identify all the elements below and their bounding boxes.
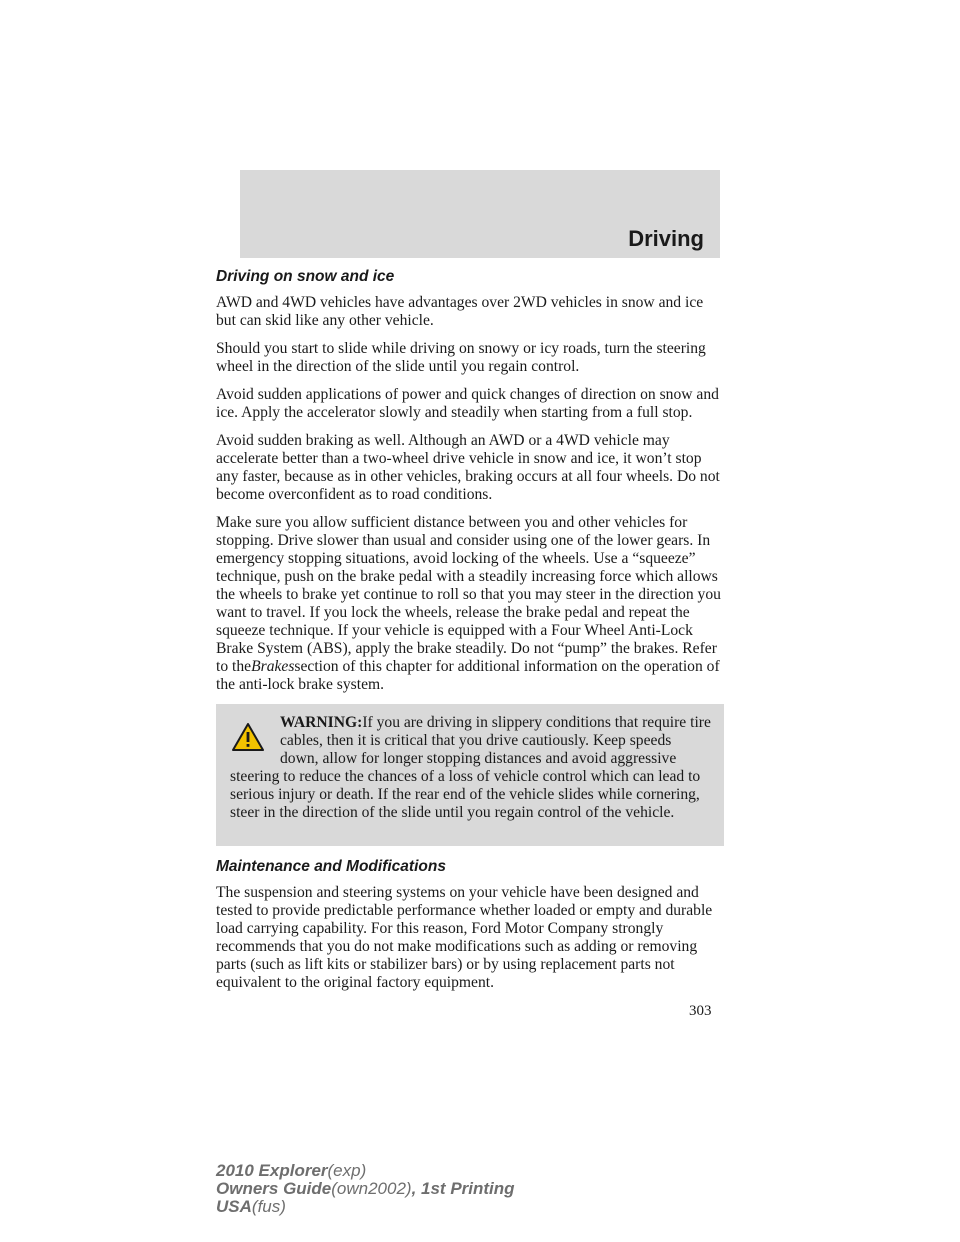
footer-line-1 — [216, 1162, 515, 1180]
footer-model: 2010 Explorer — [216, 1161, 328, 1180]
paragraph: Avoid sudden braking as well. Although an AWD or a 4WD vehicle may accelerate better than a two-wheel drive vehicle in snow and ice, it won’t stop any faster, because as in other vehicles, braking occurs at all four wheels. Do not become overconfident as to road conditions. — [216, 432, 720, 503]
footer-printing: , 1st Printing — [411, 1179, 515, 1198]
heading-maintenance: Maintenance and Modifications — [216, 858, 446, 875]
paragraph: Avoid sudden applications of power and quick changes of direction on snow and ice. Apply the accelerator slowly and steadily when starting from a full stop. — [216, 386, 719, 421]
footer-line-3 — [216, 1198, 515, 1216]
warning-box — [216, 704, 724, 846]
page-number: 303 — [689, 1003, 712, 1019]
paragraph-stopping — [216, 514, 724, 694]
footer-guide-code: (own2002) — [331, 1179, 412, 1198]
warning-text — [230, 714, 712, 822]
section-title: Driving — [628, 226, 704, 251]
print-footer — [216, 1162, 515, 1216]
page-content — [216, 268, 724, 1002]
footer-market: USA — [216, 1197, 252, 1216]
footer-guide: Owners Guide — [216, 1179, 332, 1198]
paragraph: Should you start to slide while driving on snowy or icy roads, turn the steering wheel in the direction of the slide until you regain control. — [216, 340, 706, 375]
paragraph: AWD and 4WD vehicles have advantages over 2WD vehicles in snow and ice but can skid like any other vehicle. — [216, 294, 704, 329]
heading-snow-ice: Driving on snow and ice — [216, 268, 395, 285]
paragraph-text: Make sure you allow sufficient distance between you and other vehicles for stopping. Drive slower than usual and consider using one of the lower gears. In emergency stopping situations, avoid locking of the wheels. Use a “squeeze” technique, push on the brake pedal with a steadily increasing force which allows the wheels to brake yet continue to roll so that you may steer in the direction you want to travel. If you lock the wheels, release the brake pedal and repeat the squeeze technique. If your vehicle is equipped with a Four Wheel Anti-Lock Brake System (ABS), apply the brake steadily. Do not “pump” the brakes. Refer to the — [216, 514, 721, 675]
brakes-reference: Brakes — [251, 658, 295, 675]
paragraph-text: section of this chapter for additional information on the operation of the anti-lock brake system. — [216, 658, 720, 693]
paragraph: The suspension and steering systems on your vehicle have been designed and tested to provide predictable performance whether loaded or empty and durable load carrying capability. For this reason, Ford Motor Company strongly recommends that you do not make modifications such as adding or removing parts (such as lift kits or stabilizer bars) or by using replacement parts not equivalent to the original factory equipment. — [216, 884, 713, 991]
footer-market-code: (fus) — [251, 1197, 286, 1216]
warning-triangle-icon — [232, 722, 264, 752]
warning-label: WARNING: — [280, 714, 363, 731]
footer-model-code: (exp) — [327, 1161, 367, 1180]
footer-line-2 — [216, 1180, 515, 1198]
warning-body: If you are driving in slippery conditions that require tire cables, then it is critical that you drive cautiously. Keep speeds down, allow for longer stopping distances and avoid aggressive steering to reduce the chances of a loss of vehicle control which can lead to serious injury or death. If the rear end of the vehicle slides while cornering, steer in the direction of the slide until you regain control of the vehicle. — [230, 714, 711, 821]
section-header-band — [240, 170, 720, 258]
